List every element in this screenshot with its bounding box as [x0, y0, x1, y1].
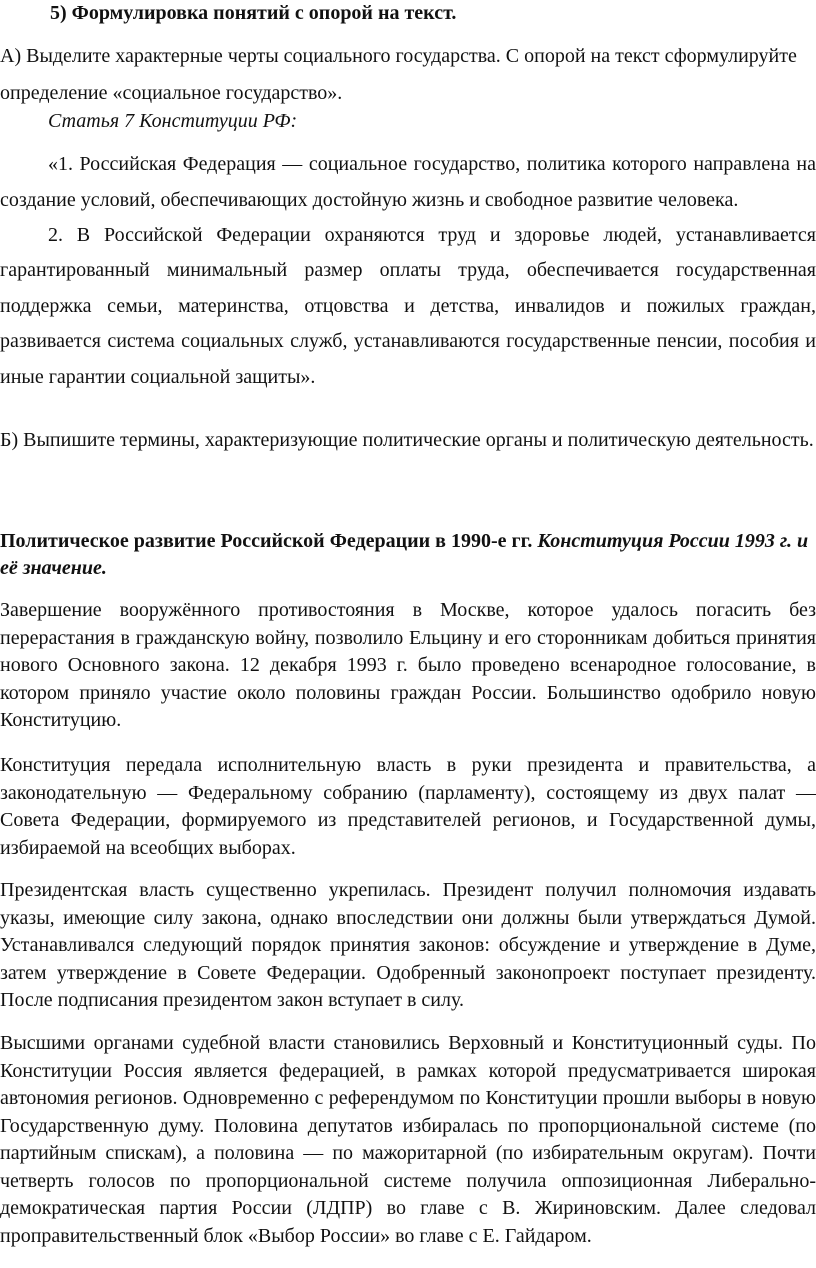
section-heading — [0, 528, 816, 582]
task-part-a: А) Выделите характерные черты социального государства. С опорой на текст сформулируйте определение «социальное государство». — [0, 45, 797, 104]
section-heading-bold: Политическое развитие Российской Федерации в 1990-е гг. — [0, 530, 538, 552]
article-reference: Статья 7 Конституции РФ: — [48, 110, 298, 132]
section-heading-italic: Конституция России 1993 г. и её значение. — [0, 530, 809, 579]
task-title: 5) Формулировка понятий с опорой на текст. — [50, 2, 457, 24]
paragraph-constitution-adoption: Завершение вооружённого противостояния в Москве, которое удалось погасить без перерастания в гражданскую войну, позволило Ельцину и его сторонникам добиться принятия нового Основного закона. 12 декабря 1993 г. было проведено всенародное голосование, в котором приняло участие около половины граждан России. Большинство одобрило новую Конституцию. — [0, 599, 816, 731]
paragraph-branches-of-power: Конституция передала исполнительную власть в руки президента и правительства, а законодательную — Федеральному собранию (парламенту), состоящему из двух палат — Совета Федерации, формируемого из представителей регионов, и Государственной думы, избираемой на всеобщих выборах. — [0, 754, 816, 859]
paragraph-presidential-power: Президентская власть существенно укрепилась. Президент получил полномочия издавать указы, имеющие силу закона, однако впоследствии они должны были утверждаться Думой. Устанавливался следующий порядок принятия законов: обсуждение и утверждение в Думе, затем утверждение в Совете Федерации. Одобренный законопроект поступает президенту. После подписания президентом закон вступает в силу. — [0, 879, 816, 1011]
task-part-b: Б) Выпишите термины, характеризующие политические органы и политическую деятельность. — [0, 429, 814, 451]
article-point-2: 2. В Российской Федерации охраняются труд и здоровье людей, устанавливается гарантированный минимальный размер оплаты труда, обеспечивается государственная поддержка семьи, материнства, отцовства и детства, инвалидов и пожилых граждан, развивается система социальных служб, устанавливаются государственные пенсии, пособия и иные гарантии социальной защиты». — [0, 224, 816, 388]
paragraph-courts-and-elections: Высшими органами судебной власти становились Верховный и Конституционный суды. По Конституции Россия является федерацией, в рамках которой предусматривается широкая автономия регионов. Одновременно с референдумом по Конституции прошли выборы в новую Государственную думу. Половина депутатов избиралась по пропорциональной системе (по партийным спискам), а половина — по мажоритарной (по избирательным округам). Почти четверть голосов по пропорциональной системе получила оппозиционная Либерально-демократическая партия России (ЛДПР) во главе с В. Жириновским. Далее следовал проправительственный блок «Выбор России» во главе с Е. Гайдаром. — [0, 1032, 816, 1247]
article-point-1: «1. Российская Федерация — социальное государство, политика которого направлена на создание условий, обеспечивающих достойную жизнь и свободное развитие человека. — [0, 153, 816, 211]
